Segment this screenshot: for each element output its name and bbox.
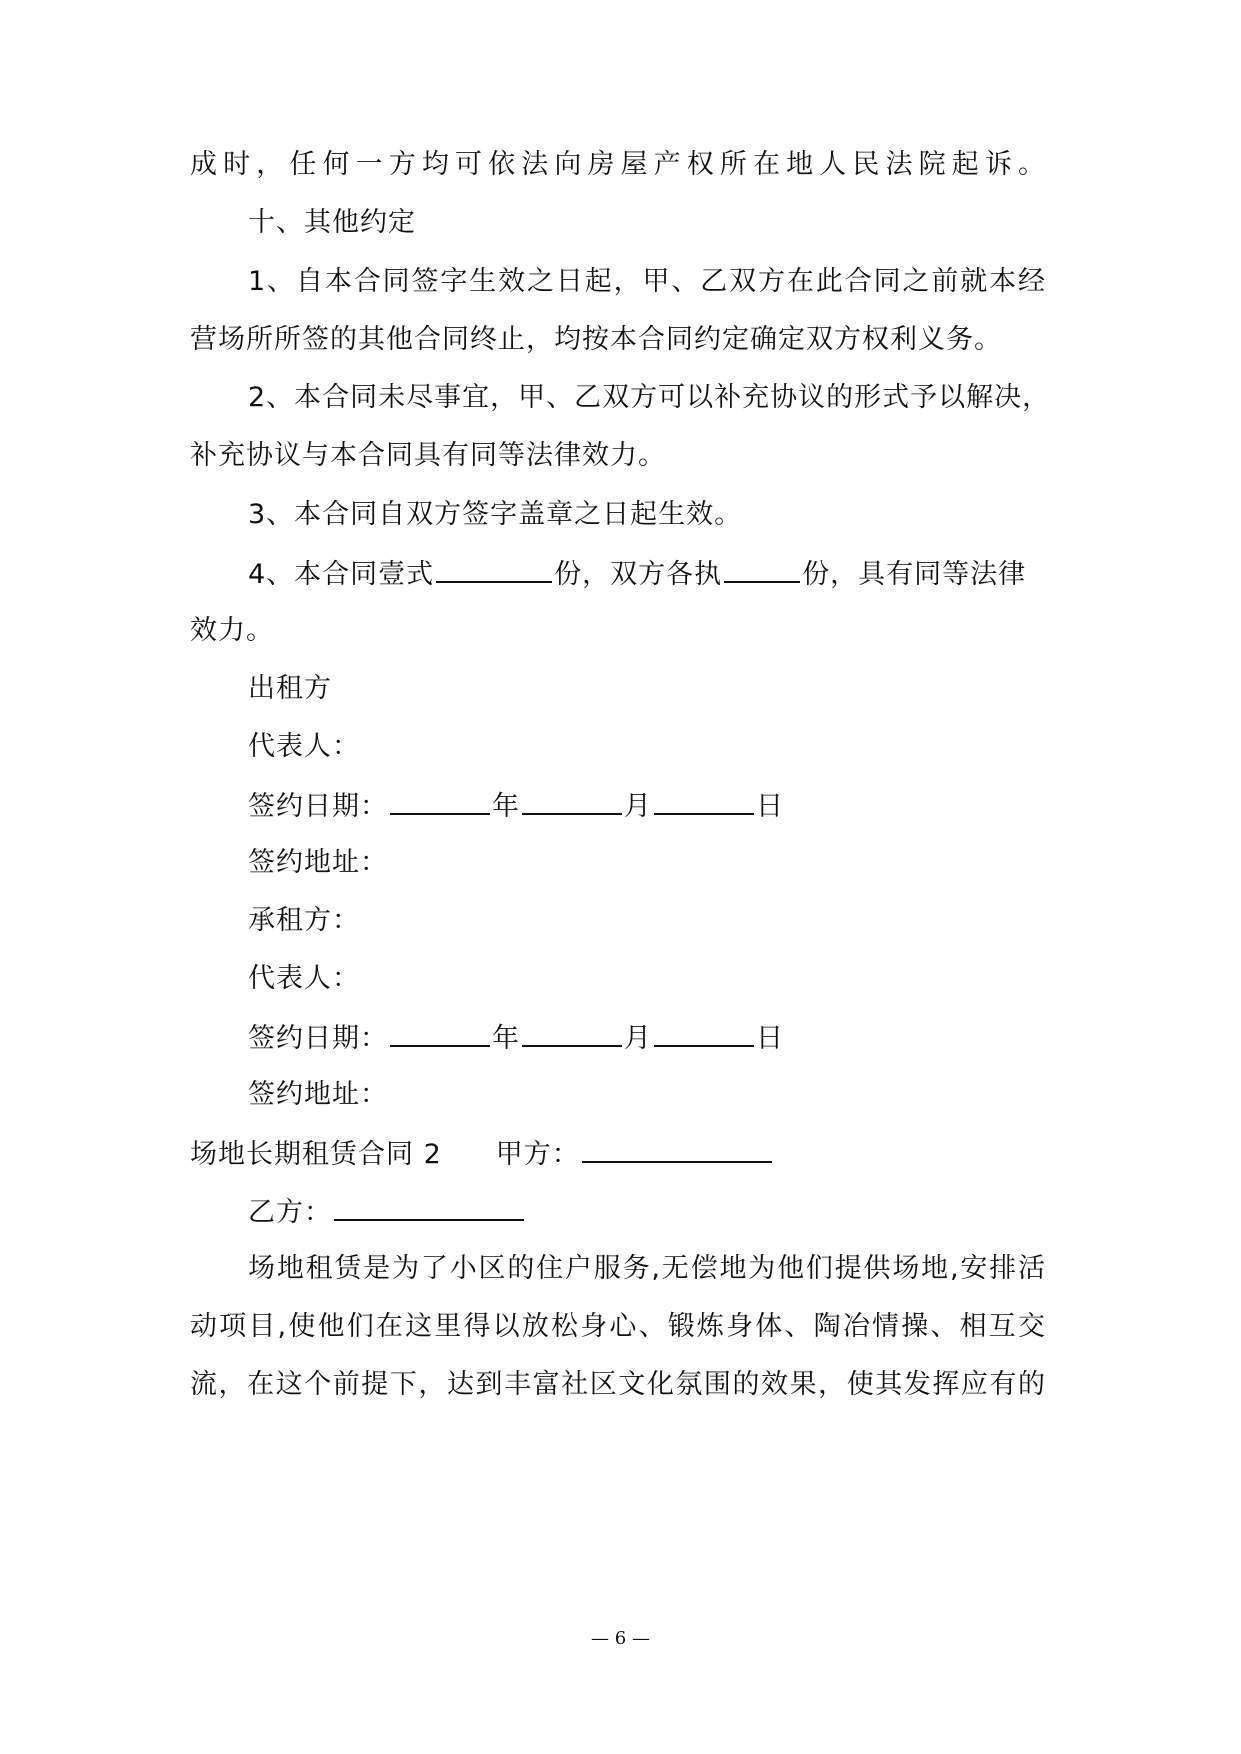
paragraph-line: 补充协议与本合同具有同等法律效力。 bbox=[190, 440, 666, 471]
year-label: 年 bbox=[492, 791, 520, 822]
contract2-title: 场地长期租赁合同 2 bbox=[190, 1139, 442, 1170]
date-label: 签约日期： bbox=[248, 1023, 388, 1054]
contract2-heading-line bbox=[190, 1133, 774, 1175]
month-label: 月 bbox=[624, 791, 652, 822]
paragraph-line: 3、本合同自双方签字盖章之日起生效。 bbox=[248, 499, 743, 530]
page-number: — 6 — bbox=[591, 1628, 650, 1649]
lessee-date-line bbox=[248, 1017, 784, 1059]
lessor-title: 出租方 bbox=[248, 673, 332, 704]
month-blank[interactable] bbox=[522, 1017, 622, 1047]
paragraph-line: 营场所所签的其他合同终止，均按本合同约定确定双方权利义务。 bbox=[190, 324, 1002, 355]
paragraph-line: 场地租赁是为了小区的住户服务,无偿地为他们提供场地,安排活 bbox=[248, 1253, 1046, 1284]
copies-total-blank[interactable] bbox=[436, 553, 552, 583]
party-b-line bbox=[248, 1191, 526, 1233]
copies-mid: 份，双方各执 bbox=[554, 559, 723, 590]
party-a-label: 甲方： bbox=[495, 1139, 580, 1170]
paragraph-line: 效力。 bbox=[190, 615, 274, 646]
section-heading: 十、其他约定 bbox=[248, 207, 416, 238]
lessee-rep-label: 代表人： bbox=[248, 963, 360, 994]
party-b-label: 乙方： bbox=[248, 1197, 332, 1228]
copies-suffix: 份，具有同等法律 bbox=[802, 559, 1027, 590]
month-label: 月 bbox=[624, 1023, 652, 1054]
date-label: 签约日期： bbox=[248, 791, 388, 822]
paragraph-line: 流，在这个前提下，达到丰富社区文化氛围的效果，使其发挥应有的 bbox=[190, 1369, 1046, 1400]
paragraph-line: 2、本合同未尽事宜，甲、乙双方可以补充协议的形式予以解决， bbox=[248, 382, 1051, 413]
month-blank[interactable] bbox=[522, 785, 622, 815]
year-blank[interactable] bbox=[390, 785, 490, 815]
copies-line bbox=[248, 553, 1026, 595]
lessor-addr-label: 签约地址： bbox=[248, 847, 388, 878]
paragraph-line: 成时，任何一方均可依法向房屋产权所在地人民法院起诉。 bbox=[190, 149, 1046, 180]
lessee-addr-label: 签约地址： bbox=[248, 1079, 388, 1110]
day-blank[interactable] bbox=[654, 1017, 754, 1047]
lessor-date-line bbox=[248, 785, 784, 827]
lessor-rep-label: 代表人： bbox=[248, 731, 360, 762]
year-blank[interactable] bbox=[390, 1017, 490, 1047]
day-label: 日 bbox=[756, 1023, 784, 1054]
party-a-blank[interactable] bbox=[582, 1133, 772, 1163]
day-label: 日 bbox=[756, 791, 784, 822]
copies-prefix: 4、本合同壹式 bbox=[248, 559, 435, 590]
paragraph-line: 动项目,使他们在这里得以放松身心、锻炼身体、陶冶情操、相互交 bbox=[190, 1311, 1046, 1342]
year-label: 年 bbox=[492, 1023, 520, 1054]
day-blank[interactable] bbox=[654, 785, 754, 815]
paragraph-line: 1、自本合同签字生效之日起，甲、乙双方在此合同之前就本经 bbox=[248, 266, 1046, 297]
copies-each-blank[interactable] bbox=[724, 553, 800, 583]
lessee-title: 承租方： bbox=[248, 905, 360, 936]
party-b-blank[interactable] bbox=[334, 1191, 524, 1221]
